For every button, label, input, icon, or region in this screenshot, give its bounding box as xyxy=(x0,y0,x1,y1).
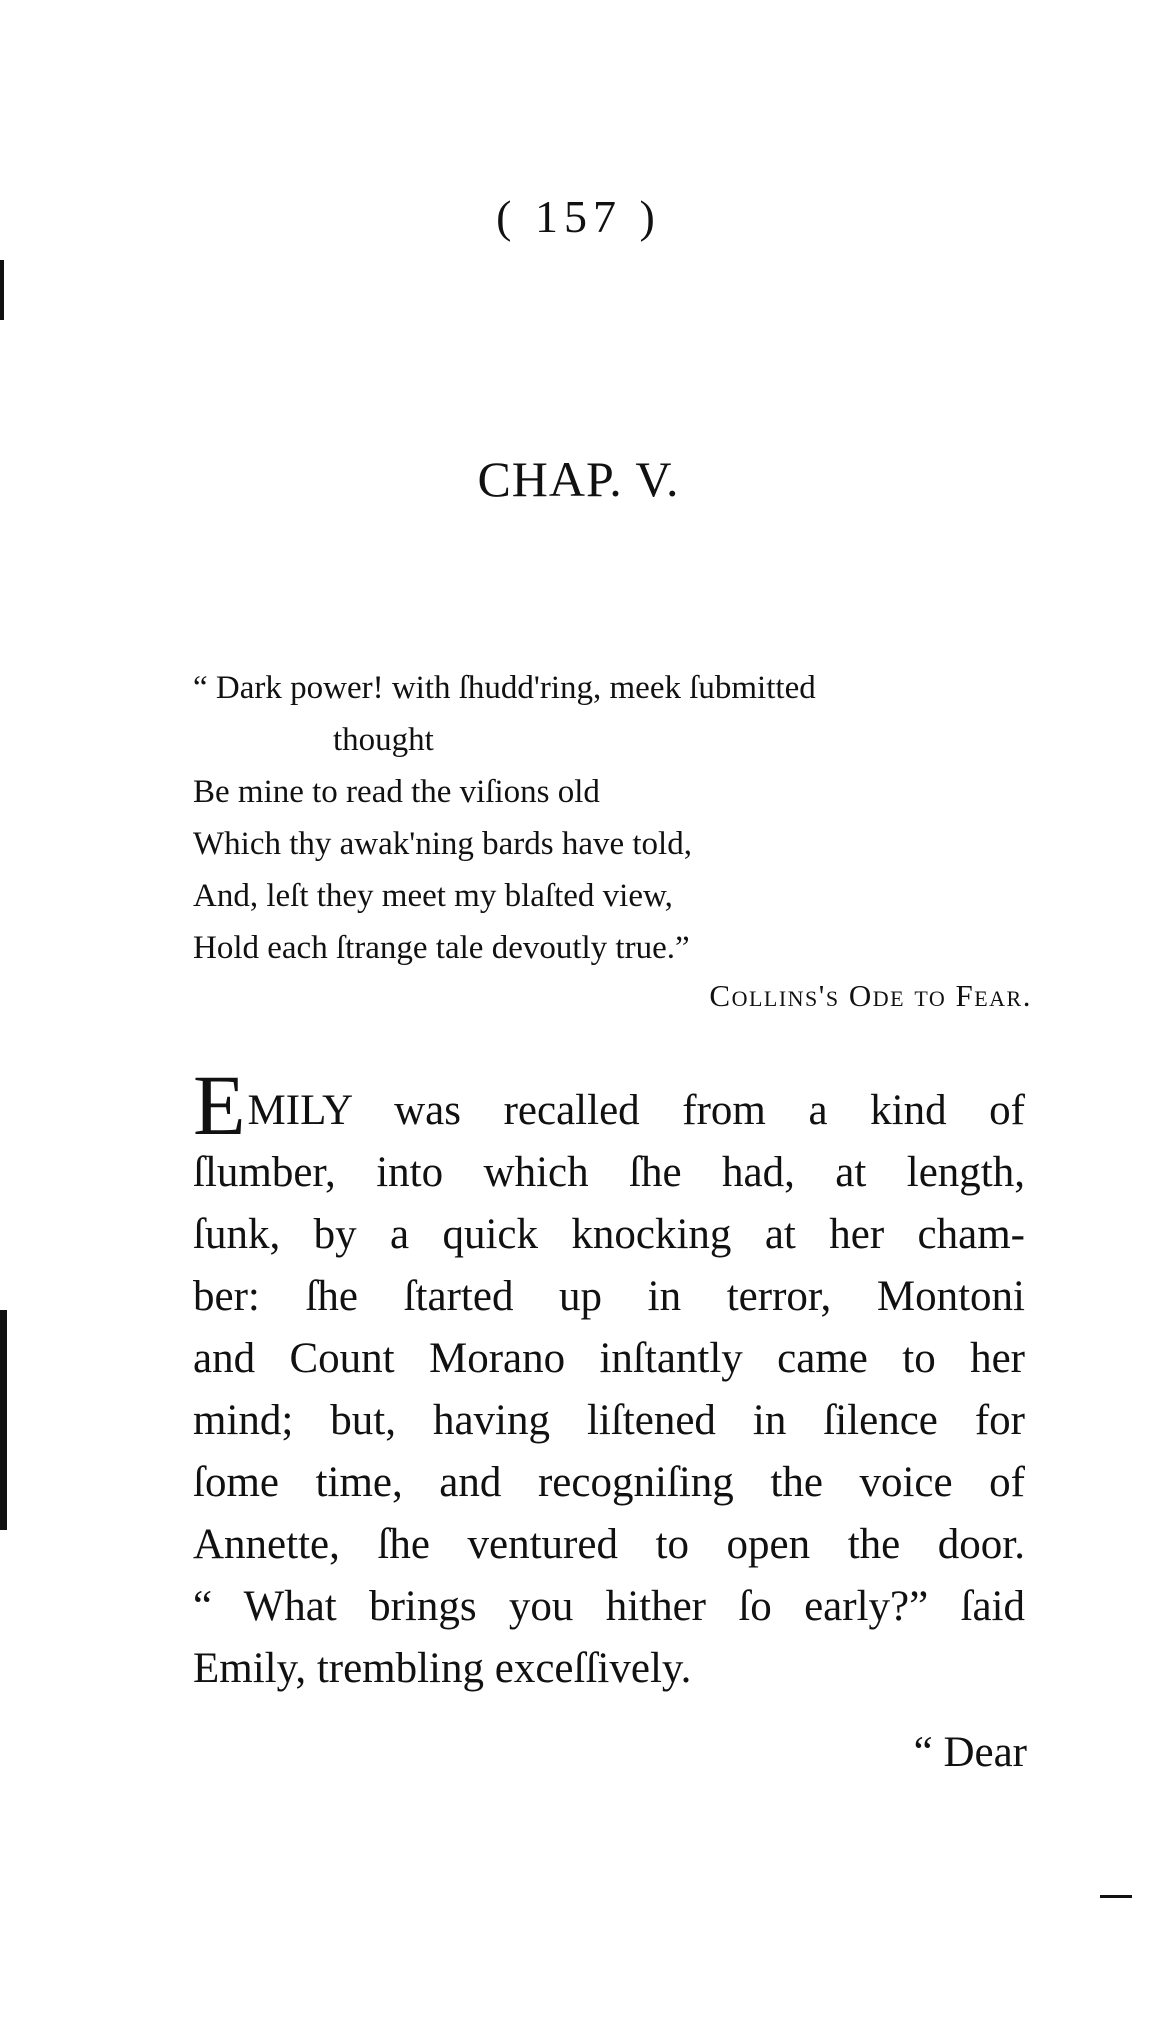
page-number: ( 157 ) xyxy=(496,191,661,242)
body-line: Annette, ſhe ventured to open the door. xyxy=(193,1521,1025,1568)
body-line: “ What brings you hither ſo early?” ſaid xyxy=(193,1583,1025,1630)
body-line: ber: ſhe ſtarted up in terror, Montoni xyxy=(193,1273,1025,1320)
body-line: Emily, trembling exceſſively. xyxy=(193,1645,692,1692)
scan-dash-right xyxy=(1100,1895,1132,1898)
first-line-text: MILY was recalled from a kind of xyxy=(247,1087,1025,1134)
epigraph-line: “ Dark power! with ſhudd'ring, meek ſubmitted xyxy=(193,670,816,706)
body-line: mind; but, having liſtened in ſilence for xyxy=(193,1397,1025,1444)
epigraph-line: Be mine to read the viſions old xyxy=(193,774,600,810)
epigraph-line: Hold each ſtrange tale devoutly true.” xyxy=(193,930,690,966)
epigraph xyxy=(193,662,1033,974)
body-line xyxy=(193,1057,1025,1153)
body-line: and Count Morano inſtantly came to her xyxy=(193,1335,1025,1382)
epigraph-line: And, leſt they meet my blaſted view, xyxy=(193,878,673,914)
scan-edge-mark-middle xyxy=(0,1310,7,1530)
drop-cap: E xyxy=(193,1057,246,1153)
body-paragraph xyxy=(193,1057,1025,1700)
chapter-title: CHAP. V. xyxy=(477,451,680,507)
body-line: ſunk, by a quick knocking at her cham- xyxy=(193,1211,1025,1258)
scan-edge-mark-top xyxy=(0,260,4,320)
body-line: ſome time, and recogniſing the voice of xyxy=(193,1459,1025,1506)
epigraph-line: thought xyxy=(333,722,434,758)
catchword: “ Dear xyxy=(913,1729,1027,1776)
epigraph-line: Which thy awak'ning bards have told, xyxy=(193,826,692,862)
epigraph-attribution: Collins's Ode to Fear. xyxy=(709,978,1032,1013)
body-line: ſlumber, into which ſhe had, at length, xyxy=(193,1149,1025,1196)
